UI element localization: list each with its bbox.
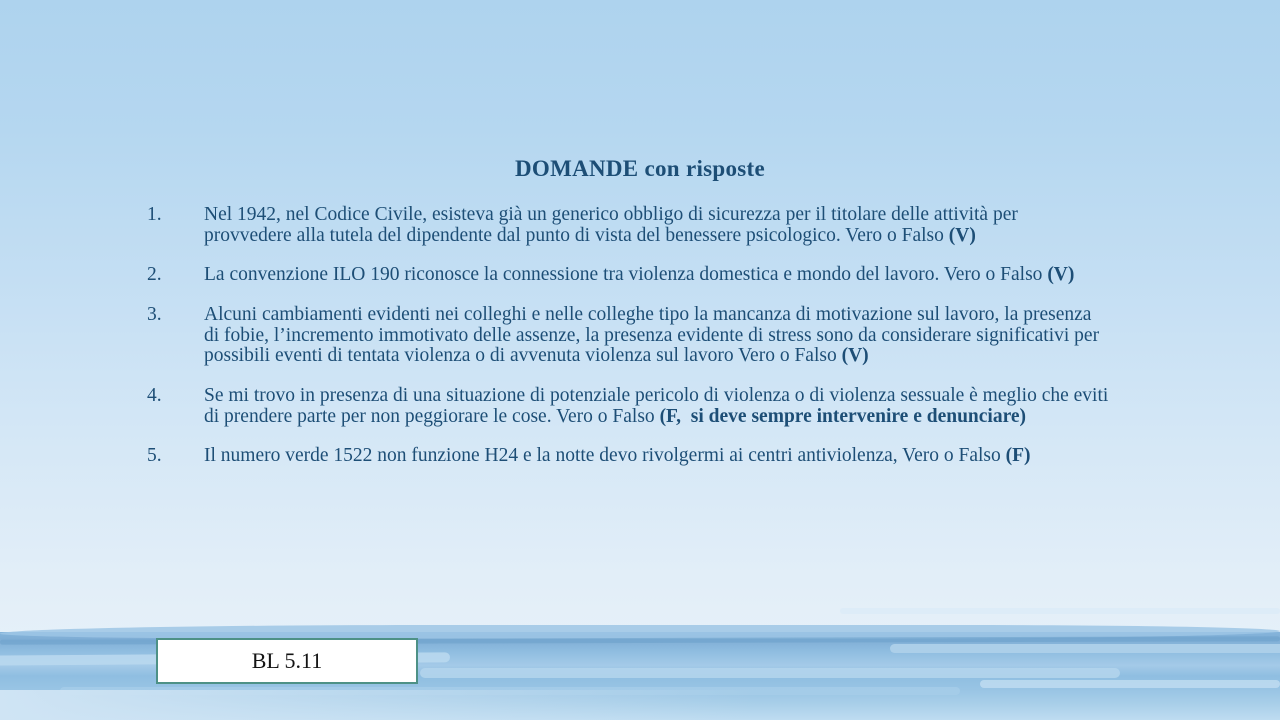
wave-light-streak xyxy=(980,680,1280,688)
question-text xyxy=(204,305,1109,367)
question-number: 1. xyxy=(147,204,162,225)
question-body-text: Se mi trovo in presenza di una situazione di potenziale pericolo di violenza o di violenza sessuale è meglio che eviti di prendere parte per non peggiorare le cose. Vero o Falso xyxy=(204,384,1109,427)
question-body-text: La convenzione ILO 190 riconosce la connessione tra violenza domestica e mondo del lavoro. Vero o Falso xyxy=(204,264,1048,286)
question-answer: (F, si deve sempre intervenire e denunciare) xyxy=(659,405,1027,427)
question-body-text: Il numero verde 1522 non funzione H24 e la notte devo rivolgermi ai centri antiviolenza, Vero o Falso xyxy=(204,445,1006,467)
question-text xyxy=(204,446,1109,467)
question-answer: (F) xyxy=(1005,445,1031,467)
question-number: 3. xyxy=(147,303,162,325)
question-body-text: Alcuni cambiamenti evidenti nei colleghi e nelle colleghe tipo la mancanza di motivazione sul lavoro, la presenza di fobie, l’incremento immotivato delle assenze, la presenza evidente di stress sono da considerare significativi per possibili eventi di tentata violenza o di avvenuta violenza sul lavoro Vero o Falso xyxy=(204,303,1100,367)
wave-light-streak xyxy=(890,644,1280,653)
footer-label: BL 5.11 xyxy=(251,648,323,673)
question-answer: (V) xyxy=(1047,264,1075,286)
question-text xyxy=(204,386,1109,427)
question-number: 5. xyxy=(147,445,162,467)
question-item-3 xyxy=(147,305,1137,367)
question-item-5 xyxy=(147,446,1137,467)
question-text xyxy=(204,205,1109,246)
footer-label-box xyxy=(156,638,418,684)
question-answer: (V) xyxy=(948,224,976,246)
wave-highlight xyxy=(0,690,760,720)
wave-light-streak xyxy=(420,668,1120,678)
question-number: 2. xyxy=(147,264,162,286)
sky-streak-decoration xyxy=(840,608,1280,614)
question-answer: (V) xyxy=(841,345,869,367)
question-body-text: Nel 1942, nel Codice Civile, esisteva già un generico obbligo di sicurezza per il titolare delle attività per provvedere alla tutela del dipendente dal punto di vista del benessere psicologico. Vero o Falso xyxy=(204,204,1018,246)
question-item-1 xyxy=(147,205,1137,246)
slide-title: DOMANDE con risposte xyxy=(514,156,766,181)
question-item-4 xyxy=(147,386,1137,427)
question-number: 4. xyxy=(147,384,162,406)
question-text xyxy=(204,265,1109,286)
question-item-2 xyxy=(147,265,1137,286)
question-list xyxy=(147,205,1137,486)
